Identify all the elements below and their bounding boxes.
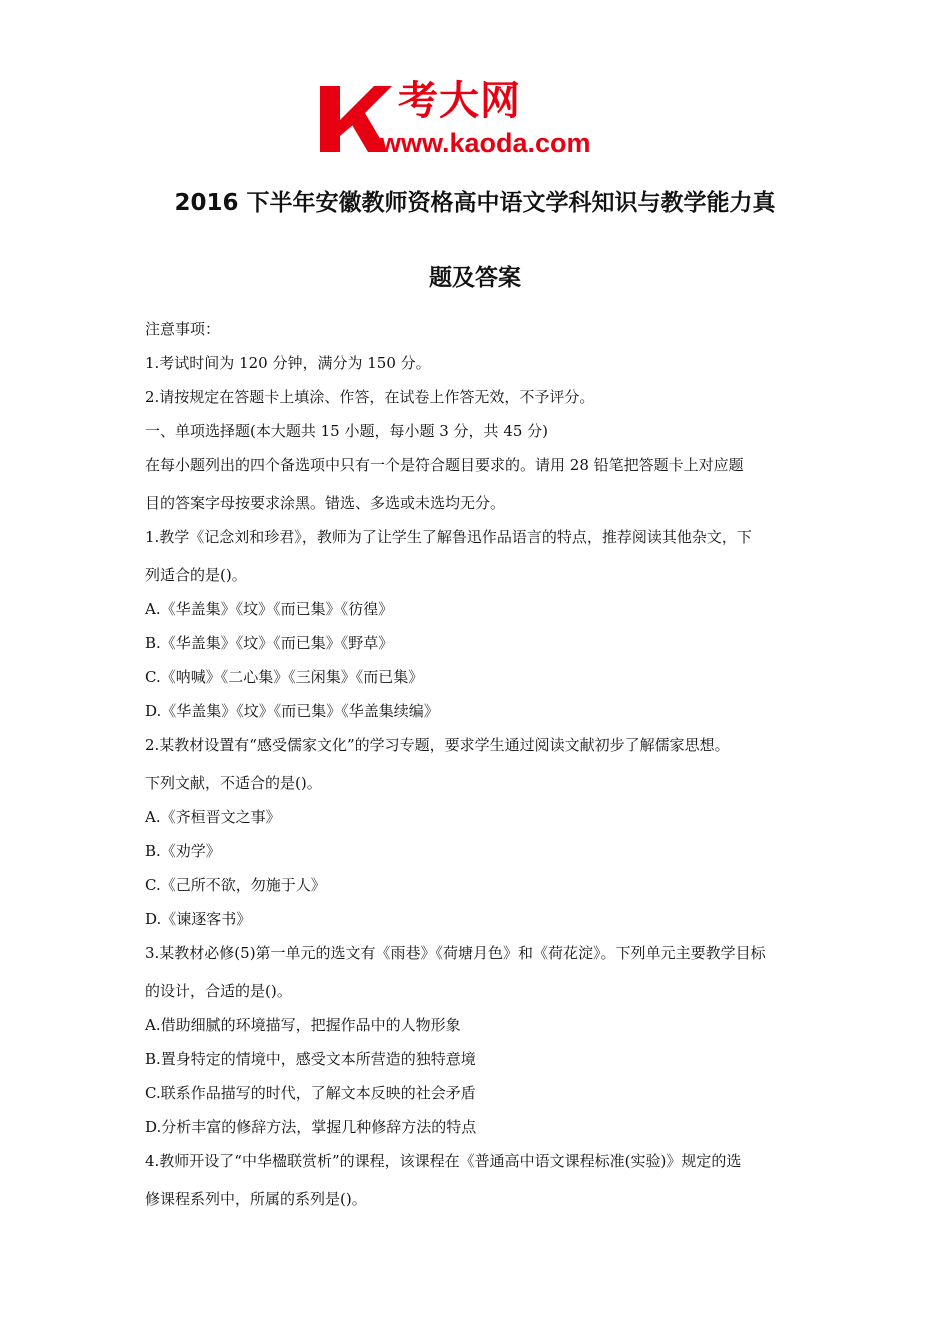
question-1-option-d: D.《华盖集》《坟》《而已集》《华盖集续编》 — [145, 702, 439, 720]
notice-item-1: 1.考试时间为 120 分钟，满分为 150 分。 — [145, 354, 431, 372]
question-1: 1.教学《记念刘和珍君》，教师为了让学生了解鲁迅作品语言的特点，推荐阅读其他杂文，下 — [145, 528, 752, 546]
question-2-option-c: C.《己所不欲，勿施于人》 — [145, 876, 326, 894]
question-3-cont: 的设计，合适的是()。 — [145, 982, 292, 1000]
question-1-option-a: A.《华盖集》《坟》《而已集》《彷徨》 — [145, 600, 394, 618]
question-1-option-b: B.《华盖集》《坟》《而已集》《野草》 — [145, 634, 394, 652]
question-3-option-d: D.分析丰富的修辞方法，掌握几种修辞方法的特点 — [145, 1118, 477, 1136]
question-3: 3.某教材必修(5)第一单元的选文有《雨巷》《荷塘月色》和《荷花淀》。下列单元主要教学目标 — [145, 944, 766, 962]
question-2-option-a: A.《齐桓晋文之事》 — [145, 808, 281, 826]
question-2-option-d: D.《谏逐客书》 — [145, 910, 252, 928]
document-title-line-2: 题及答案 — [429, 265, 521, 291]
question-4: 4.教师开设了“中华楹联赏析”的课程，该课程在《普通高中语文课程标准(实验)》规定的选 — [145, 1152, 742, 1170]
question-3-option-b: B.置身特定的情境中，感受文本所营造的独特意境 — [145, 1050, 476, 1068]
question-2-cont: 下列文献，不适合的是()。 — [145, 774, 322, 792]
logo-chinese-text: 考大网 — [398, 78, 521, 124]
question-2-option-b: B.《劝学》 — [145, 842, 221, 860]
kaoda-logo — [318, 80, 638, 158]
section-instruction-cont: 目的答案字母按要求涂黑。错选、多选或未选均无分。 — [145, 494, 506, 512]
section-instruction: 在每小题列出的四个备选项中只有一个是符合题目要求的。请用 28 铅笔把答题卡上对应题 — [145, 456, 744, 474]
question-2: 2.某教材设置有“感受儒家文化”的学习专题，要求学生通过阅读文献初步了解儒家思想。 — [145, 736, 730, 754]
question-3-option-a: A.借助细腻的环境描写，把握作品中的人物形象 — [145, 1016, 461, 1034]
logo-url-text: www.kaoda.com — [380, 128, 591, 158]
question-1-option-c: C.《呐喊》《二心集》《三闲集》《而已集》 — [145, 668, 424, 686]
question-1-cont: 列适合的是()。 — [145, 566, 247, 584]
question-4-cont: 修课程系列中，所属的系列是()。 — [145, 1190, 367, 1208]
question-3-option-c: C.联系作品描写的时代，了解文本反映的社会矛盾 — [145, 1084, 476, 1102]
document-body — [145, 312, 810, 1216]
document-title-line-1: 2016 下半年安徽教师资格高中语文学科知识与教学能力真 — [174, 190, 776, 216]
notice-item-2: 2.请按规定在答题卡上填涂、作答，在试卷上作答无效，不予评分。 — [145, 388, 595, 406]
notice-heading: 注意事项： — [145, 320, 221, 338]
section-heading: 一、单项选择题(本大题共 15 小题，每小题 3 分，共 45 分) — [145, 422, 549, 440]
